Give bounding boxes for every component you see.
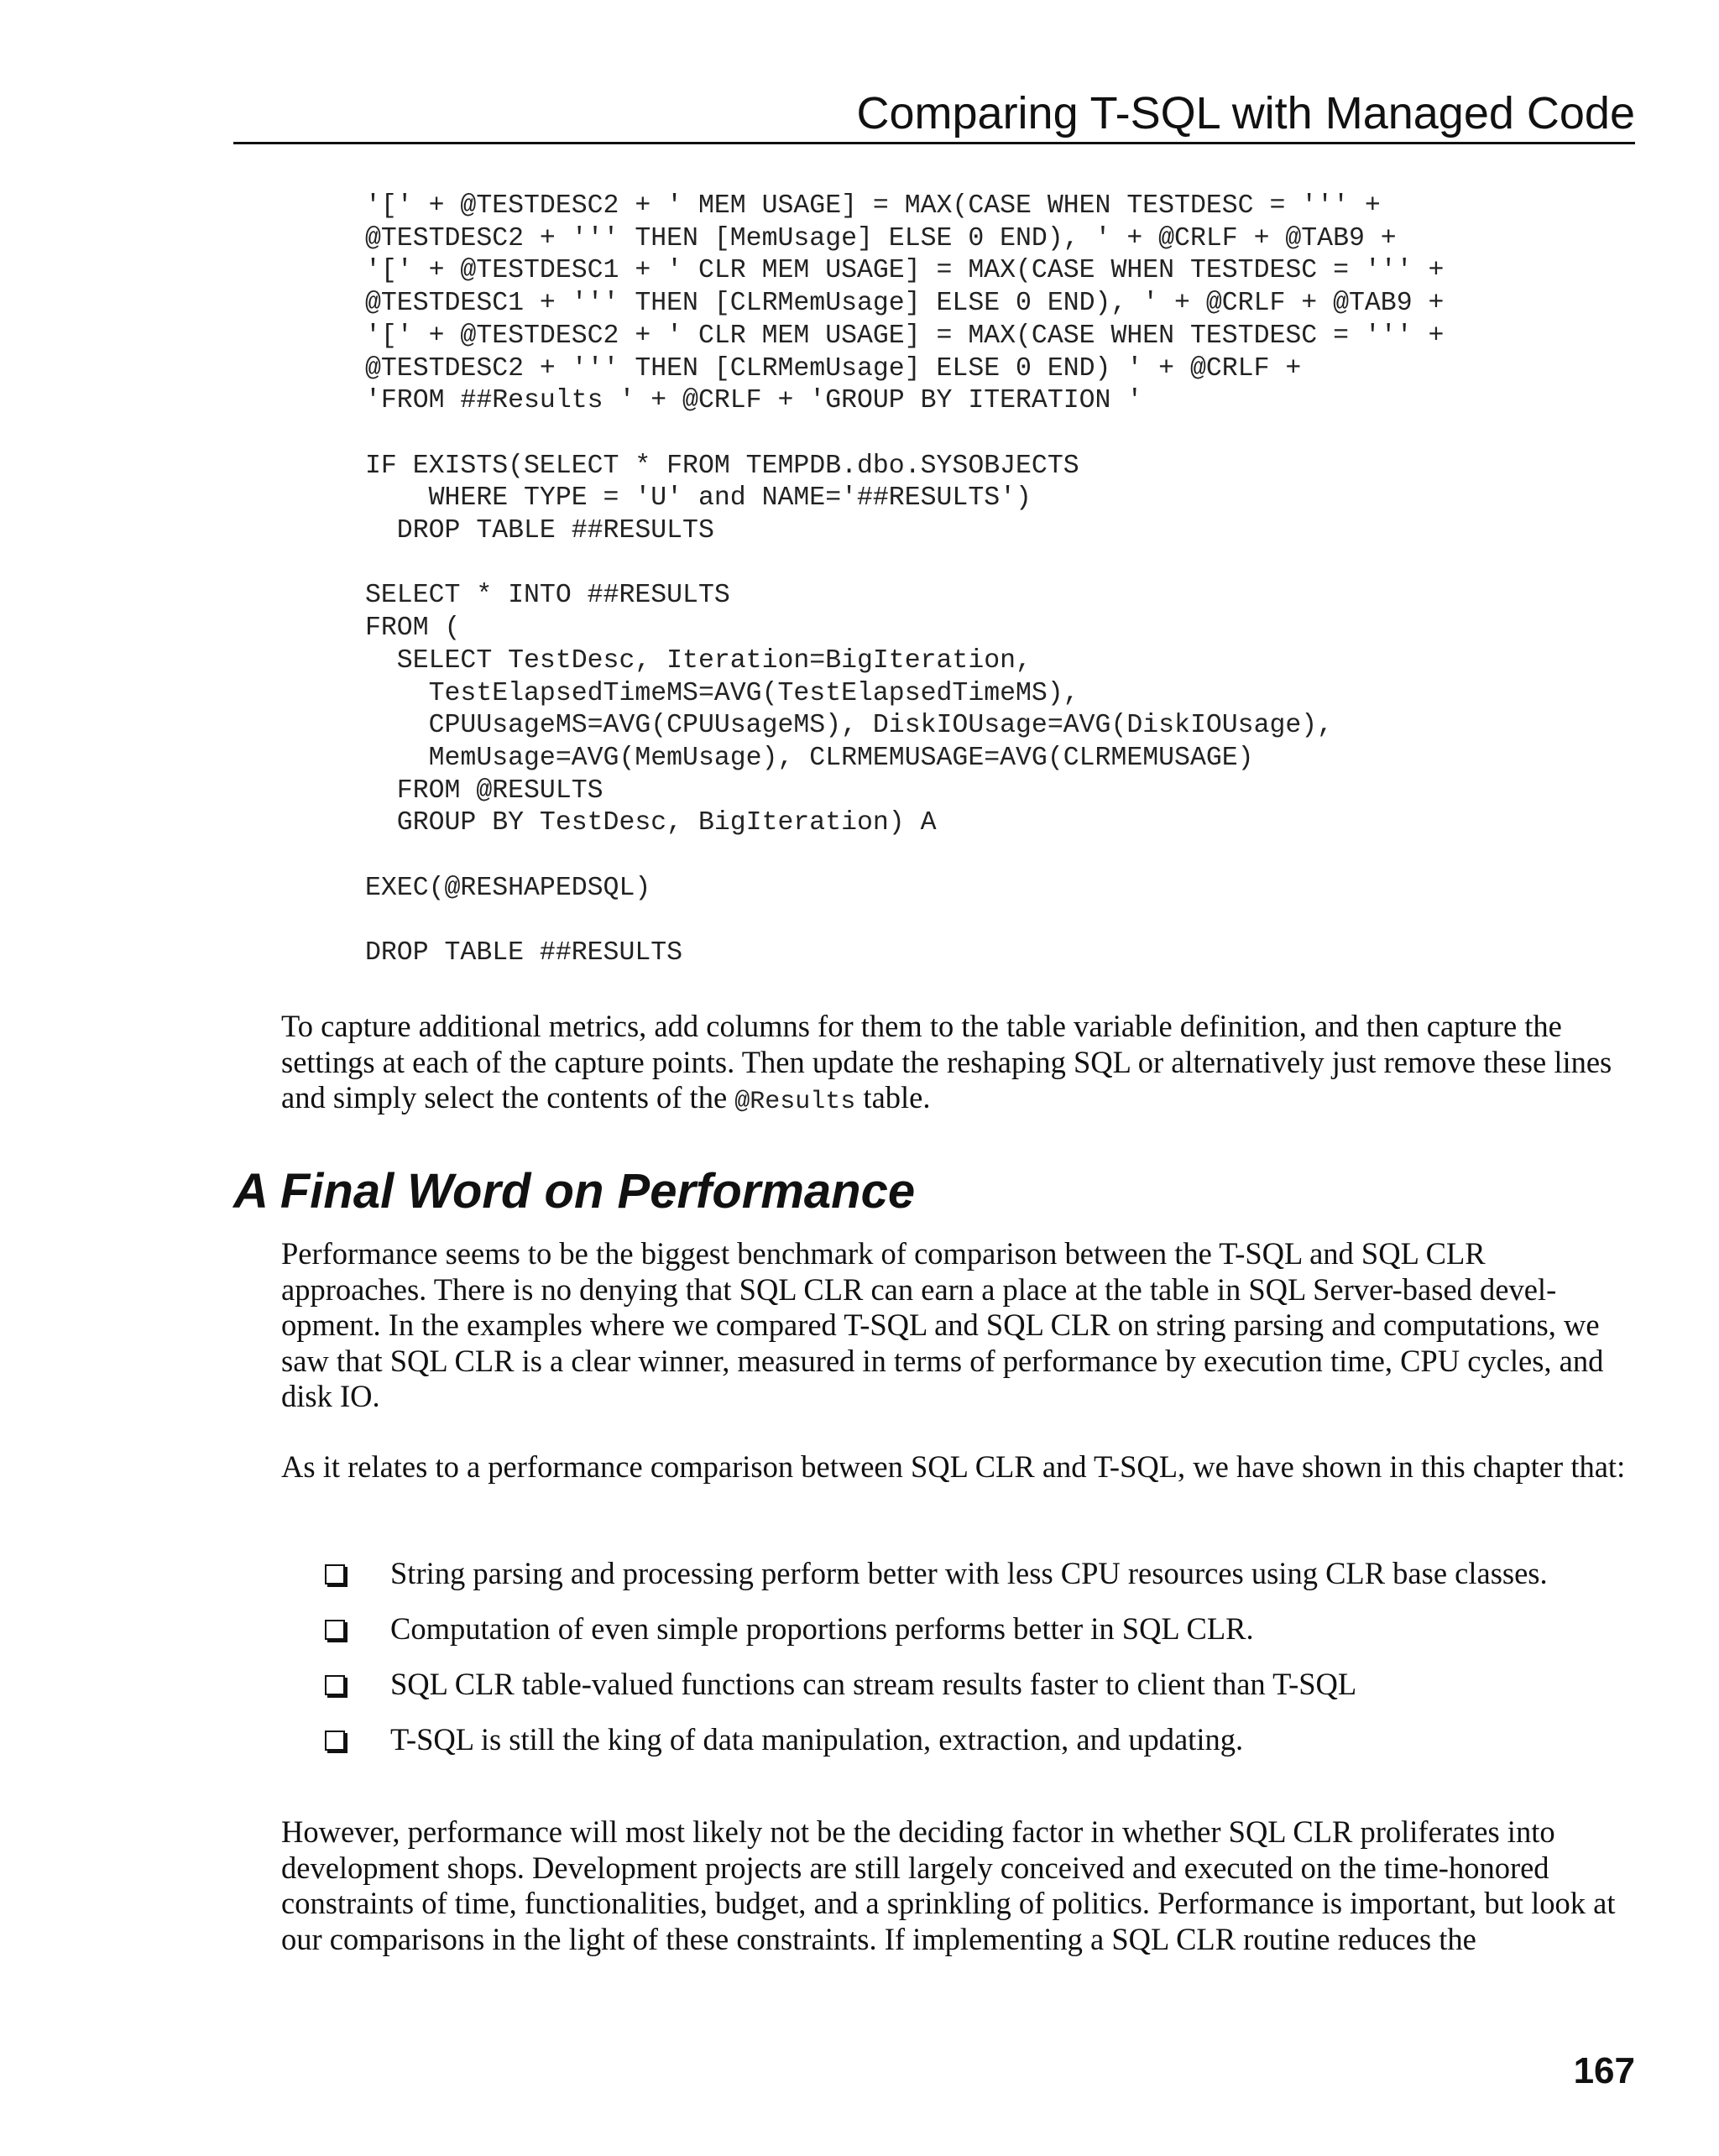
code-line: SELECT * INTO ##RESULTS xyxy=(365,581,730,611)
code-line: '[' + @TESTDESC2 + ' MEM USAGE] = MAX(CASE WHEN TESTDESC = ''' + xyxy=(365,191,1381,221)
page-number: 167 xyxy=(1573,2050,1635,2091)
checkbox-bullet-icon xyxy=(325,1675,345,1695)
findings-list xyxy=(281,1556,1637,1778)
code-line: FROM @RESULTS xyxy=(365,775,603,806)
code-line: MemUsage=AVG(MemUsage), CLRMEMUSAGE=AVG(CLRMEMUSAGE) xyxy=(365,743,1254,773)
metrics-paragraph xyxy=(281,1009,1637,1120)
code-line: DROP TABLE ##RESULTS xyxy=(365,938,683,968)
section-heading: A Final Word on Performance xyxy=(233,1164,916,1219)
code-line: IF EXISTS(SELECT * FROM TEMPDB.dbo.SYSOBJECTS xyxy=(365,451,1079,481)
code-line: WHERE TYPE = 'U' and NAME='##RESULTS') xyxy=(365,483,1032,514)
code-line: 'FROM ##Results ' + @CRLF + 'GROUP BY ITERATION ' xyxy=(365,386,1143,416)
code-line: SELECT TestDesc, Iteration=BigIteration, xyxy=(365,645,1032,676)
results-inline-code: @Results xyxy=(734,1088,856,1117)
checkbox-bullet-icon xyxy=(325,1620,345,1640)
checkbox-bullet-icon xyxy=(325,1731,345,1751)
list-item-text: SQL CLR table-valued functions can stream results faster to client than T-SQL xyxy=(390,1667,1357,1701)
list-item-text: T-SQL is still the king of data manipulation, extraction, and updating. xyxy=(390,1722,1244,1757)
code-line: GROUP BY TestDesc, BigIteration) A xyxy=(365,808,937,838)
list-item xyxy=(281,1667,1637,1722)
list-item xyxy=(281,1556,1637,1611)
header-rule xyxy=(233,142,1635,144)
list-item-text: String parsing and processing perform better with less CPU resources using CLR base classes. xyxy=(390,1556,1548,1590)
list-item xyxy=(281,1722,1637,1778)
code-line: EXEC(@RESHAPEDSQL) xyxy=(365,873,651,903)
comparison-intro-paragraph: As it relates to a performance comparison between SQL CLR and T-SQL, we have shown in this chapter that: xyxy=(281,1449,1626,1484)
performance-paragraph: Performance seems to be the biggest benchmark of comparison between the T-SQL and SQL CLR approaches. There is no denying that SQL CLR can earn a place at the table in SQL Server-based development. In the examples where we compared T-SQL and SQL CLR on string parsing and computations, we saw that SQL CLR is a clear winner, measured in terms of performance by execution time, CPU cycles, and disk IO. xyxy=(281,1236,1604,1414)
code-line: @TESTDESC2 + ''' THEN [MemUsage] ELSE 0 END), ' + @CRLF + @TAB9 + xyxy=(365,223,1397,253)
metrics-paragraph-tail: table. xyxy=(855,1080,931,1115)
running-header-title: Comparing T-SQL with Managed Code xyxy=(856,88,1635,138)
checkbox-bullet-icon xyxy=(325,1564,345,1584)
code-line: CPUUsageMS=AVG(CPUUsageMS), DiskIOUsage=AVG(DiskIOUsage), xyxy=(365,711,1334,741)
code-line: @TESTDESC2 + ''' THEN [CLRMemUsage] ELSE 0 END) ' + @CRLF + xyxy=(365,353,1302,384)
list-item xyxy=(281,1611,1637,1667)
closing-paragraph: However, performance will most likely not be the deciding factor in whether SQL CLR proliferates into development shops. Development projects are still largely conceived and executed on the time-honored constraints of time, functionalities, budget, and a sprinkling of politics. Performance is important, but look at our comparisons in the light of these constraints. If implementing a SQL CLR routine reduces the xyxy=(281,1814,1616,1956)
code-line: DROP TABLE ##RESULTS xyxy=(365,516,714,546)
metrics-paragraph-text: To capture additional metrics, add columns for them to the table variable definition, and then capture the settings at each of the capture points. Then update the reshaping SQL or alternatively just remove these lines and simply select the contents of the xyxy=(281,1009,1612,1115)
code-line: @TESTDESC1 + ''' THEN [CLRMemUsage] ELSE 0 END), ' + @CRLF + @TAB9 + xyxy=(365,289,1445,319)
code-line: FROM ( xyxy=(365,613,461,644)
code-line: TestElapsedTimeMS=AVG(TestElapsedTimeMS), xyxy=(365,678,1079,708)
code-line: '[' + @TESTDESC1 + ' CLR MEM USAGE] = MAX(CASE WHEN TESTDESC = ''' + xyxy=(365,256,1445,286)
code-listing xyxy=(365,191,1633,970)
list-item-text: Computation of even simple proportions performs better in SQL CLR. xyxy=(390,1611,1254,1646)
code-line: '[' + @TESTDESC2 + ' CLR MEM USAGE] = MAX(CASE WHEN TESTDESC = ''' + xyxy=(365,321,1445,351)
